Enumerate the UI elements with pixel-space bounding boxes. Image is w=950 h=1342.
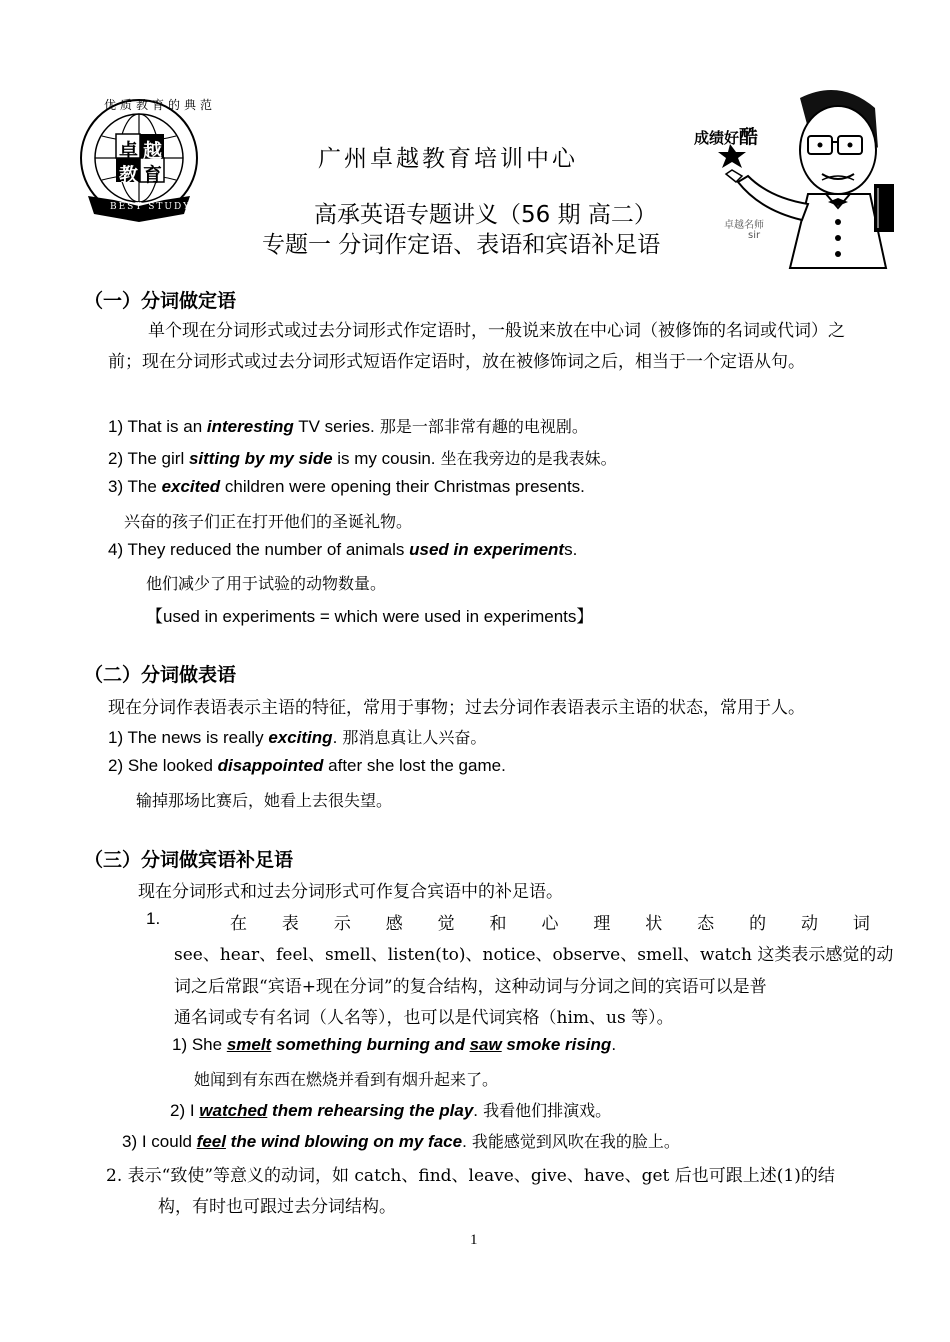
s3-item1-line3: 词之后常跟“宾语+现在分词”的复合结构，这种动词与分词之间的宾语可以是普 [174, 977, 767, 997]
s1-example-1 [108, 414, 588, 437]
s3-ex2-verb1: watched [199, 1101, 268, 1120]
s3-spread-char: 心 [541, 914, 559, 934]
s3-example-3 [122, 1129, 680, 1152]
section2-heading: （二）分词做表语 [84, 664, 237, 686]
org-name: 广州卓越教育培训中心 [318, 146, 578, 172]
section1-intro-text: 单个现在分词形式或过去分词形式作定语时，一般说来放在中心词（被修饰的名词或代词）之前；现在分词形式或过去分词形式短语作定语时，放在被修饰词之后，相当于一个定语从句。 [108, 321, 845, 372]
s1-ex1-post: TV series. [293, 417, 375, 436]
s3-ex1-mid2: smoke rising [501, 1035, 612, 1054]
s2-ex2-pre: 2) She looked [108, 756, 218, 775]
s3-spread-char: 在 [230, 914, 247, 934]
section3-intro: 现在分词形式和过去分词形式可作复合宾语中的补足语。 [138, 882, 563, 902]
teacher-mascot-icon [690, 78, 900, 278]
s3-example-2 [170, 1098, 611, 1121]
s3-item2-line1: 2. 表示“致使”等意义的动词，如 catch、find、leave、give、have、get 后也可跟上述(1)的结 [106, 1166, 835, 1186]
s1-ex3-post: children were opening their Christmas presents. [220, 477, 585, 496]
s3-ex1-post: . [611, 1035, 617, 1054]
s1-ex4-translation: 他们减少了用于试验的动物数量。 [146, 574, 387, 593]
s2-ex1-post: . [332, 728, 338, 747]
s3-ex2-mid1: them rehearsing the play [267, 1101, 474, 1120]
s3-item1-num: 1. [146, 909, 161, 928]
s3-spread-char: 态 [697, 914, 715, 934]
s3-spread-char: 表 [281, 914, 299, 934]
mascot-speech [694, 122, 758, 149]
mascot [690, 78, 900, 278]
s1-example-3 [108, 477, 585, 497]
s3-item1-line4: 通名词或专有名词（人名等），也可以是代词宾格（him、us 等）。 [174, 1008, 674, 1028]
s3-spread-char: 觉 [437, 914, 455, 934]
s3-ex1-pre: 1) She [172, 1035, 227, 1054]
section1-intro [108, 316, 872, 378]
s3-ex2-zh: 我看他们排演戏。 [478, 1101, 612, 1120]
s3-ex1-verb1: smelt [226, 1035, 272, 1054]
s1-example-4 [108, 540, 577, 560]
s1-ex4-em: used in experiment [409, 540, 565, 559]
school-logo [74, 96, 217, 226]
s3-spread-char: 示 [333, 914, 351, 934]
s2-ex1-pre: 1) The news is really [108, 728, 269, 747]
s3-ex3-zh: 我能感觉到风吹在我的脸上。 [466, 1132, 680, 1151]
s3-ex3-verb1: feel [196, 1132, 226, 1151]
s3-example-1 [172, 1035, 616, 1055]
section2-intro: 现在分词作表语表示主语的特征，常用于事物；过去分词作表语表示主语的状态，常用于人。 [108, 698, 805, 718]
logo-char-2: 越 [143, 140, 163, 162]
s3-spread-char: 感 [385, 914, 403, 934]
s3-item2-line2: 构，有时也可跟过去分词结构。 [158, 1197, 396, 1217]
mascot-caption-2: sir [748, 230, 761, 241]
s1-ex2-zh: 坐在我旁边的是我表妹。 [435, 449, 617, 468]
s3-spread-char: 状 [645, 914, 663, 934]
s3-spread-char: 和 [489, 914, 507, 934]
s1-ex3-em: excited [161, 477, 221, 496]
s2-example-2 [108, 756, 506, 776]
section3-heading: （三）分词做宾语补足语 [84, 849, 294, 871]
s3-ex3-post: . [462, 1132, 467, 1151]
s3-item1-spread-line [230, 909, 870, 934]
mascot-caption-1: 卓越名师 [724, 220, 764, 231]
s2-ex1-em: exciting [268, 728, 333, 747]
page-number: 1 [470, 1232, 478, 1248]
s1-ex3-translation: 兴奋的孩子们正在打开他们的圣诞礼物。 [124, 512, 413, 531]
s1-ex1-pre: 1) That is an [108, 417, 207, 436]
s1-ex2-em: sitting by my side [188, 449, 333, 468]
s3-spread-char: 的 [749, 914, 767, 934]
s1-ex2-pre: 2) The girl [108, 449, 189, 468]
title-line-2: 专题一 分词作定语、表语和宾语补足语 [262, 232, 661, 258]
s3-ex3-mid1: the wind blowing on my face [225, 1132, 463, 1151]
logo-ribbon-text: BEST STUDY [110, 202, 192, 212]
s3-ex1-verb2: saw [469, 1035, 502, 1054]
s3-spread-char: 理 [593, 914, 611, 934]
s2-ex2-post: after she lost the game. [323, 756, 506, 775]
s2-ex2-em: disappointed [217, 756, 324, 775]
logo-char-4: 育 [143, 164, 163, 186]
s1-ex4-pre: 4) They reduced the number of animals [108, 540, 410, 559]
logo-ring-text: 优质教育的典范 [104, 98, 217, 112]
s3-ex2-pre: 2) I [170, 1101, 200, 1120]
section1-heading: （一）分词做定语 [84, 290, 237, 312]
s1-example-2 [108, 446, 617, 469]
s1-ex3-pre: 3) The [108, 477, 162, 496]
s1-ex4-post: s. [564, 540, 578, 559]
s3-ex1-mid1: something burning and [271, 1035, 470, 1054]
s1-ex1-zh: 那是一部非常有趣的电视剧。 [374, 417, 588, 436]
mascot-speech-emph: 酷 [739, 126, 759, 148]
s2-ex1-zh: 那消息真让人兴奋。 [337, 728, 487, 747]
s2-example-1 [108, 725, 486, 748]
s2-ex2-translation: 输掉那场比赛后，她看上去很失望。 [136, 791, 393, 810]
s3-spread-char: 词 [852, 914, 870, 934]
s1-ex2-post: is my cousin. [332, 449, 436, 468]
s1-ex1-em: interesting [206, 417, 294, 436]
s3-ex2-post: . [473, 1101, 479, 1120]
s3-spread-char: 动 [800, 914, 818, 934]
logo-char-1: 卓 [119, 140, 139, 162]
logo-char-3: 教 [119, 164, 139, 186]
s1-ex4-note: 【used in experiments = which were used in experiments】 [146, 607, 594, 626]
title-line-1: 高承英语专题讲义（56 期 高二） [314, 202, 657, 228]
s3-ex1-translation: 她闻到有东西在燃烧并看到有烟升起来了。 [194, 1070, 499, 1089]
mascot-speech-text: 成绩好 [694, 129, 740, 147]
s3-item1-line2: see、hear、feel、smell、listen(to)、notice、observe、smell、watch 这类表示感觉的动 [174, 945, 894, 965]
s3-ex3-pre: 3) I could [122, 1132, 197, 1151]
